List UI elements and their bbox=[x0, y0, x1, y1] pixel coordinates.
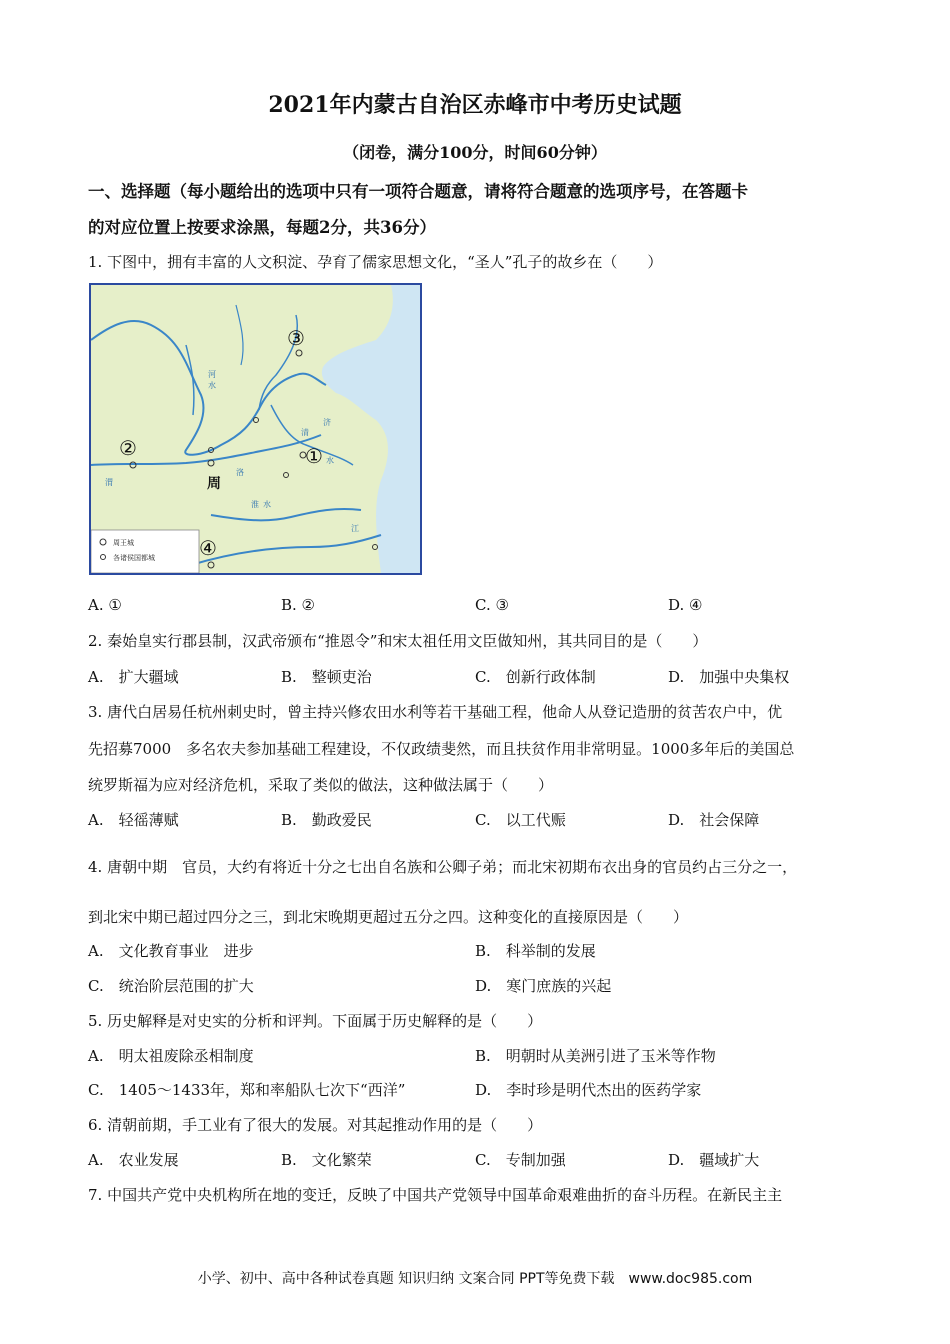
page-footer: 小学、初中、高中各种试卷真题 知识归纳 文案合同 PPT等免费下载 www.doc985.com bbox=[197, 1271, 753, 1287]
q3-option-a: A. 轻徭薄赋 bbox=[88, 811, 179, 829]
q2-option-a: A. 扩大疆域 bbox=[88, 668, 179, 686]
question-3-stem-line1: 3. 唐代白居易任杭州刺史时，曾主持兴修农田水利等若干基础工程，他命人从登记造册的贫苦农户中，优 bbox=[88, 703, 783, 721]
question-3-stem-line3: 统罗斯福为应对经济危机，采取了类似的做法，这种做法属于（ ） bbox=[88, 776, 554, 794]
q6-option-a: A. 农业发展 bbox=[88, 1151, 179, 1169]
river-label: 清 bbox=[301, 428, 309, 437]
legend-king-city-label: 周王城 bbox=[113, 539, 134, 547]
river-label: 水 bbox=[326, 456, 334, 465]
tributary bbox=[236, 305, 243, 365]
river-label: 水 bbox=[208, 381, 216, 390]
question-7-stem-line1: 7. 中国共产党中央机构所在地的变迁，反映了中国共产党领导中国革命艰难曲折的奋斗历程。在新民主主 bbox=[88, 1186, 783, 1204]
question-1-stem: 1. 下图中，拥有丰富的人文积淀、孕育了儒家思想文化，“圣人”孔子的故乡在（ ） bbox=[88, 253, 663, 271]
river-label: 河 bbox=[208, 370, 216, 379]
zhou-label: 周 bbox=[207, 476, 221, 492]
marker-4: ④ bbox=[199, 536, 217, 560]
city-dot bbox=[284, 473, 289, 478]
question-4-stem-line1: 4. 唐朝中期 官员，大约有将近十分之七出自名族和公卿子弟；而北宋初期布衣出身的官员约占三分之一， bbox=[88, 858, 798, 876]
q2-option-d: D. 加强中央集权 bbox=[668, 668, 790, 686]
q3-option-b: B. 勤政爱民 bbox=[281, 811, 372, 829]
section-heading-line1: 一、选择题（每小题给出的选项中只有一项符合题意，请将符合题意的选项序号，在答题卡 bbox=[88, 182, 748, 201]
yangtze-river bbox=[191, 535, 381, 565]
question-4-stem-line2: 到北宋中期已超过四分之三，到北宋晚期更超过五分之四。这种变化的直接原因是（ ） bbox=[88, 908, 689, 926]
city-dot bbox=[254, 418, 259, 423]
marker-3: ③ bbox=[287, 326, 305, 350]
marker-1: ① bbox=[305, 444, 323, 468]
q6-option-c: C. 专制加强 bbox=[475, 1151, 566, 1169]
q5-option-a: A. 明太祖废除丞相制度 bbox=[88, 1047, 254, 1065]
q3-option-c: C. 以工代赈 bbox=[475, 811, 566, 829]
q1-option-c: C. ③ bbox=[475, 596, 509, 614]
map-legend bbox=[91, 530, 199, 573]
river-label: 江 bbox=[351, 524, 359, 533]
huai-river bbox=[211, 509, 361, 520]
question-6-stem: 6. 清朝前期，手工业有了很大的发展。对其起推动作用的是（ ） bbox=[88, 1116, 543, 1134]
q6-option-d: D. 疆域扩大 bbox=[668, 1151, 760, 1169]
q4-option-a: A. 文化教育事业 进步 bbox=[88, 942, 254, 960]
exam-info: （闭卷，满分100分，时间60分钟） bbox=[343, 143, 607, 162]
q5-option-c: C. 1405～1433年，郑和率船队七次下“西洋” bbox=[88, 1081, 406, 1099]
q2-option-c: C. 创新行政体制 bbox=[475, 668, 596, 686]
section-heading-line2: 的对应位置上按要求涂黑，每题2分，共36分） bbox=[88, 218, 436, 237]
legend-vassal-city-label: 各诸侯国都城 bbox=[113, 554, 155, 562]
q4-option-d: D. 寒门庶族的兴起 bbox=[475, 977, 612, 995]
fen-river bbox=[186, 345, 194, 415]
city-dot bbox=[373, 545, 378, 550]
question-2-stem: 2. 秦始皇实行郡县制，汉武帝颁布“推恩令”和宋太祖任用文臣做知州，其共同目的是（ ） bbox=[88, 632, 708, 650]
marker-2: ② bbox=[119, 436, 137, 460]
q1-option-a: A. ① bbox=[88, 596, 122, 614]
river-label: 洛 bbox=[236, 468, 244, 477]
river-label: 渭 bbox=[105, 478, 113, 487]
q1-option-b: B. ② bbox=[281, 596, 316, 614]
q3-option-d: D. 社会保障 bbox=[668, 811, 760, 829]
river-label: 水 bbox=[263, 500, 271, 509]
river-label: 淮 bbox=[251, 500, 259, 509]
q5-option-b: B. 明朝时从美洲引进了玉米等作物 bbox=[475, 1047, 716, 1065]
q4-option-b: B. 科举制的发展 bbox=[475, 942, 596, 960]
page-title: 2021年内蒙古自治区赤峰市中考历史试题 bbox=[268, 92, 682, 118]
question-3-stem-line2: 先招募7000 多名农夫参加基础工程建设，不仅政绩斐然，而且扶贫作用非常明显。1000多年后的美国总 bbox=[88, 740, 795, 758]
q5-option-d: D. 李时珍是明代杰出的医药学家 bbox=[475, 1081, 702, 1099]
city-4-dot bbox=[208, 562, 214, 568]
city-3-dot bbox=[296, 350, 302, 356]
q2-option-b: B. 整顿吏治 bbox=[281, 668, 372, 686]
map-graphic bbox=[91, 285, 420, 573]
historical-map bbox=[89, 283, 422, 575]
q6-option-b: B. 文化繁荣 bbox=[281, 1151, 372, 1169]
q4-option-c: C. 统治阶层范围的扩大 bbox=[88, 977, 254, 995]
river-label: 济 bbox=[323, 418, 331, 427]
q1-option-d: D. ④ bbox=[668, 596, 703, 614]
question-5-stem: 5. 历史解释是对史实的分析和评判。下面属于历史解释的是（ ） bbox=[88, 1012, 543, 1030]
